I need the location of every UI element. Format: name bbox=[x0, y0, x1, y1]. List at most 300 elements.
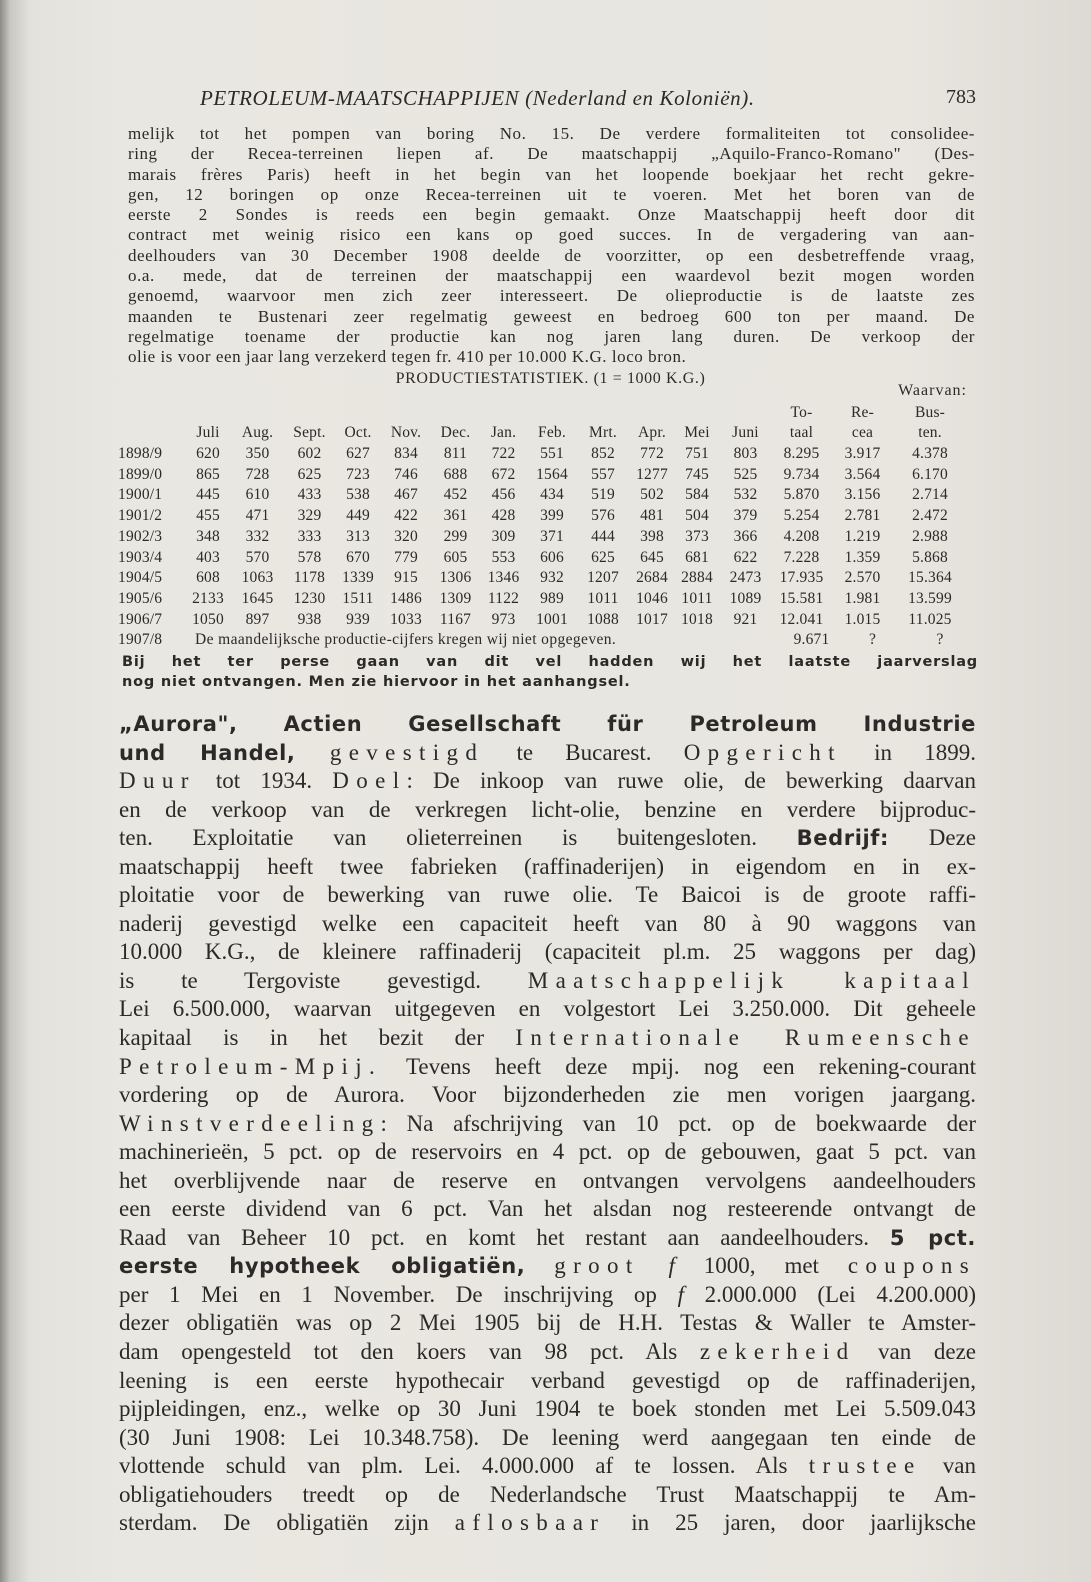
table-cell: 681 bbox=[685, 548, 709, 566]
text-line: maanden te Bustenari zeer regelmatig geweest en bedroeg 600 ton per maand. De bbox=[128, 306, 975, 326]
table-cell: 12.041 bbox=[779, 610, 824, 628]
text-segment: het overblijvende naar de reserve en ontvangen vervolgens aandeelhouders bbox=[119, 1167, 976, 1193]
table-cell: 852 bbox=[591, 445, 615, 463]
table-cell: Dec. bbox=[440, 424, 471, 442]
table-cell: ? bbox=[936, 631, 944, 649]
table-cell: 403 bbox=[196, 548, 220, 566]
table-cell bbox=[577, 403, 629, 424]
row-year: 1901/2 bbox=[118, 507, 163, 525]
text-line: marais frères Paris) heeft in het begin van het loopende boekjaar het recht gekre- bbox=[128, 164, 975, 184]
text-segment: 5 pct. bbox=[889, 1225, 976, 1250]
table-cell bbox=[231, 403, 284, 424]
text-segment: : De inkoop van ruwe olie, de bewerking daarvan bbox=[406, 768, 977, 794]
table-cell: 445 bbox=[196, 486, 220, 504]
row-year: 1900/1 bbox=[118, 486, 163, 504]
table-cell: 1645 bbox=[241, 589, 274, 607]
table-cell: 1.981 bbox=[844, 589, 881, 607]
table-cell: 525 bbox=[733, 465, 758, 483]
table-cell: 15.581 bbox=[779, 589, 824, 607]
table-spacer bbox=[118, 382, 976, 403]
text-line bbox=[119, 1367, 976, 1396]
table-row bbox=[118, 630, 976, 651]
text-segment: f bbox=[668, 1253, 675, 1279]
table-cell: 610 bbox=[245, 486, 270, 504]
table-cell: 2.570 bbox=[844, 569, 881, 587]
text-line bbox=[119, 1252, 976, 1281]
table-cell: 645 bbox=[640, 548, 664, 566]
text-segment: 10.000 K.G., de kleinere raffinaderij (capaciteit pl.m. 25 waggons per dag) bbox=[119, 939, 976, 965]
table-row bbox=[118, 527, 976, 548]
table-cell: 570 bbox=[245, 548, 270, 566]
table-cell: 670 bbox=[346, 548, 370, 566]
text-segment: 2.000.000 (Lei 4.200.000) bbox=[683, 1281, 976, 1307]
text-segment: in 1899. bbox=[841, 739, 976, 765]
text-line: regelmatige toename der productie kan nog jaren lang duren. De verkoop der bbox=[128, 326, 975, 346]
table-cell: Oct. bbox=[344, 424, 372, 442]
table-cell: 723 bbox=[346, 465, 370, 483]
table-cell: ? bbox=[868, 631, 877, 649]
table-cell: 606 bbox=[540, 548, 564, 566]
table-cell: cea bbox=[851, 424, 874, 442]
table-cell: 471 bbox=[245, 507, 270, 525]
table-cell: 4.378 bbox=[912, 445, 948, 463]
row-year: 1898/9 bbox=[118, 445, 163, 463]
table-cell: 361 bbox=[443, 507, 468, 525]
text-line bbox=[119, 767, 976, 796]
text-line bbox=[119, 853, 976, 882]
table-cell: 2.781 bbox=[844, 507, 881, 525]
table-cell: 3.156 bbox=[844, 486, 881, 504]
table-cell: 1011 bbox=[681, 589, 713, 607]
text-segment: Deze bbox=[889, 825, 976, 851]
text-line bbox=[119, 739, 976, 768]
table-cell: 1564 bbox=[536, 465, 568, 483]
text-segment: vordering op de Aurora. Voor bijzonderheden zie men vorigen jaargang. bbox=[119, 1082, 976, 1108]
text-segment: : Na afschrijving van 10 pct. op de boekwaarde der bbox=[380, 1110, 976, 1136]
table-cell: 3.917 bbox=[844, 445, 881, 463]
table-cell: 371 bbox=[540, 527, 564, 545]
text-line bbox=[119, 1424, 976, 1453]
table-cell: 551 bbox=[540, 445, 564, 463]
text-segment: en de verkoop van de verkregen licht-olie, benzine en verdere bijproduc- bbox=[119, 796, 976, 822]
table-cell: 1346 bbox=[487, 569, 520, 587]
table-cell: To- bbox=[790, 403, 813, 421]
table-cell: 728 bbox=[245, 465, 270, 483]
table-cell: 973 bbox=[491, 610, 516, 628]
table-cell: 745 bbox=[685, 465, 709, 483]
text-line: eerste 2 Sondes is reeds een begin gemaakt. Onze Maatschappij heeft door dit bbox=[128, 205, 975, 225]
table-cell: 672 bbox=[491, 465, 516, 483]
text-segment: van bbox=[921, 1453, 976, 1479]
table-header-row bbox=[118, 403, 976, 424]
table-cell: 309 bbox=[491, 527, 516, 545]
table-cell: 398 bbox=[640, 527, 664, 545]
note-line: Bij het ter perse gaan van dit vel hadden wij het laatste jaarverslag bbox=[122, 654, 978, 670]
text-segment: Lei 6.500.000, waarvan uitgegeven en volgestort Lei 3.250.000. Dit geheele bbox=[119, 996, 976, 1022]
table-cell: 4.208 bbox=[783, 527, 820, 545]
text-segment: eerste hypotheek obligatiën, bbox=[119, 1254, 526, 1279]
table-cell: 1033 bbox=[390, 610, 422, 628]
table-cell: 811 bbox=[443, 445, 468, 463]
table-cell: 625 bbox=[297, 465, 322, 483]
text-line: ring der Recea-terreinen liepen af. De maatschappij „Aquilo-Franco-Romano" (Des- bbox=[128, 144, 975, 164]
text-segment: van deze bbox=[855, 1339, 976, 1365]
spacer-cell bbox=[762, 630, 782, 651]
table-cell: 6.170 bbox=[912, 465, 948, 483]
text-segment: dezer obligatiën was op 2 Mei 1905 bij de H.H. Testas & Waller te Amster- bbox=[119, 1310, 976, 1336]
table-cell: 938 bbox=[297, 610, 322, 628]
text-line: gen, 12 boringen op onze Recea-terreinen uit te voeren. Met het boren van de bbox=[128, 184, 975, 204]
table-cell: 1046 bbox=[636, 589, 668, 607]
table-cell: 605 bbox=[443, 548, 468, 566]
text-segment: ploitatie voor de bewerking van ruwe olie. Te Baicoi is de groote raffi- bbox=[119, 882, 976, 908]
text-segment: obligatiehouders treedt op de Nederlandsche Trust Maatschappij te Am- bbox=[119, 1481, 976, 1507]
text-line bbox=[119, 1195, 976, 1224]
text-segment: Bedrijf: bbox=[796, 826, 890, 851]
text-line: o.a. mede, dat de terreinen der maatschappij een waardevol bezit mogen worden bbox=[128, 266, 975, 286]
table-waarvan-label: Waarvan: bbox=[898, 382, 967, 399]
text-segment: „Aurora", Actien Gesellschaft für Petroleum Industrie bbox=[119, 712, 976, 736]
text-segment: per 1 Mei en 1 November. De inschrijving op bbox=[119, 1281, 678, 1307]
intro-paragraph bbox=[128, 124, 975, 368]
table-cell: 772 bbox=[640, 445, 664, 463]
table-cell bbox=[335, 403, 381, 424]
table-cell: 620 bbox=[196, 445, 220, 463]
table-cell: 1.219 bbox=[844, 527, 881, 545]
table-cell bbox=[527, 403, 577, 424]
table-cell: 1230 bbox=[293, 589, 326, 607]
row-year bbox=[118, 403, 185, 424]
table-cell: 1167 bbox=[439, 610, 472, 628]
table-cell: 9.734 bbox=[783, 465, 820, 483]
table-cell: 688 bbox=[443, 465, 468, 483]
table-cell: 467 bbox=[394, 486, 418, 504]
text-segment: f bbox=[677, 1281, 684, 1307]
table-cell bbox=[381, 403, 431, 424]
text-segment: Doel bbox=[332, 768, 407, 794]
table-cell: 366 bbox=[733, 527, 758, 545]
text-segment: Petroleum-Mpij. bbox=[119, 1053, 383, 1079]
table-cell: 7.228 bbox=[783, 548, 820, 566]
table-cell: 602 bbox=[297, 445, 322, 463]
text-line bbox=[119, 1309, 976, 1338]
row-note: De maandelijksche productie-cijfers kregen wij niet opgegeven. bbox=[195, 631, 617, 649]
text-segment: tot 1934. bbox=[195, 768, 333, 794]
table-cell: 481 bbox=[640, 507, 664, 525]
production-table bbox=[118, 382, 976, 651]
table-cell: 5.254 bbox=[783, 507, 820, 525]
table-cell: Juni bbox=[732, 424, 759, 442]
table-cell: 608 bbox=[196, 569, 220, 587]
text-line bbox=[119, 1110, 976, 1139]
table-cell bbox=[480, 403, 527, 424]
text-segment: kapitaal is in het bezit der bbox=[119, 1025, 516, 1051]
table-cell: 625 bbox=[591, 548, 615, 566]
table-cell: 627 bbox=[346, 445, 370, 463]
table-cell: 320 bbox=[394, 527, 418, 545]
table-row bbox=[118, 589, 976, 610]
text-line bbox=[119, 938, 976, 967]
table-cell: 434 bbox=[540, 486, 564, 504]
text-segment bbox=[640, 1253, 669, 1278]
table-cell: 5.868 bbox=[912, 548, 948, 566]
table-cell: 422 bbox=[394, 507, 418, 525]
table-cell: 373 bbox=[685, 527, 709, 545]
table-cell: 299 bbox=[443, 527, 468, 545]
text-line bbox=[119, 967, 976, 996]
text-segment: Maatschappelijk kapitaal bbox=[527, 967, 976, 993]
table-cell: 1122 bbox=[487, 589, 520, 607]
row-year: 1903/4 bbox=[118, 548, 163, 566]
table-cell: 399 bbox=[540, 507, 564, 525]
text-line: deelhouders van 30 December 1908 deelde de voorzitter, op een desbetreffende vraag, bbox=[128, 245, 975, 265]
table-cell: 921 bbox=[733, 610, 758, 628]
row-year: 1902/3 bbox=[118, 527, 163, 545]
text-line bbox=[119, 824, 976, 853]
table-row bbox=[118, 610, 976, 631]
table-cell: 504 bbox=[685, 507, 709, 525]
text-segment: dam opengesteld tot den koers van 98 pct. Als bbox=[119, 1339, 700, 1365]
text-segment: Tevens heeft deze mpij. nog een rekening-courant bbox=[382, 1053, 976, 1079]
table-cell: 5.870 bbox=[783, 486, 820, 504]
table-cell: 332 bbox=[245, 527, 270, 545]
text-segment: een eerste dividend van 6 pct. Van het alsdan nog resteerende ontvangt de bbox=[119, 1196, 976, 1222]
table-cell: Re- bbox=[851, 403, 874, 421]
text-line bbox=[119, 1167, 976, 1196]
table-row bbox=[118, 465, 976, 486]
table-cell: 1207 bbox=[587, 569, 619, 587]
table-cell: 557 bbox=[591, 465, 615, 483]
text-segment: und Handel, bbox=[119, 740, 330, 765]
text-segment: vlottende schuld van plm. Lei. 4.000.000 af te lossen. Als bbox=[119, 1453, 809, 1479]
table-cell: 865 bbox=[196, 465, 220, 483]
table-cell: Feb. bbox=[538, 424, 566, 442]
text-segment: leening is een eerste hypothecair verband gevestigd op de raffinaderijen, bbox=[119, 1367, 976, 1393]
table-cell: 779 bbox=[394, 548, 418, 566]
table-cell: 452 bbox=[443, 486, 468, 504]
table-cell bbox=[629, 403, 675, 424]
text-segment: Internationale Rumeensche bbox=[515, 1025, 976, 1051]
table-row bbox=[118, 506, 976, 527]
table-cell: 11.025 bbox=[908, 610, 952, 628]
text-line bbox=[119, 1452, 976, 1481]
text-line bbox=[119, 796, 976, 825]
table-cell: 433 bbox=[297, 486, 322, 504]
table-cell: 449 bbox=[346, 507, 370, 525]
table-cell: 2.472 bbox=[912, 507, 948, 525]
table-cell: 2.988 bbox=[912, 527, 948, 545]
text-line: melijk tot het pompen van boring No. 15. De verdere formaliteiten tot consolidee- bbox=[128, 124, 975, 143]
row-year: 1906/7 bbox=[118, 610, 163, 628]
table-cell: 444 bbox=[591, 527, 615, 545]
text-line: olie is voor een jaar lang verzekerd tegen fr. 410 per 10.000 K.G. loco bron. bbox=[128, 347, 687, 367]
table-cell: 2884 bbox=[681, 569, 713, 587]
table-cell: 379 bbox=[733, 507, 758, 525]
table-cell: 1001 bbox=[536, 610, 568, 628]
text-line bbox=[119, 1138, 976, 1167]
table-cell: 9.671 bbox=[793, 631, 830, 649]
table-cell: 8.295 bbox=[783, 445, 820, 463]
table-cell: 1.015 bbox=[844, 610, 881, 628]
text-segment: machinerieën, 5 pct. op de reservoirs en 4 pct. op de gebouwen, gaat 5 pct. van bbox=[119, 1139, 976, 1165]
text-segment: (30 Juni 1908: Lei 10.348.758). De leening werd aangegaan ten einde de bbox=[119, 1424, 976, 1450]
text-line bbox=[119, 1224, 976, 1253]
table-cell: 3.564 bbox=[844, 465, 881, 483]
text-segment: maatschappij heeft twee fabrieken (raffinaderijen) in eigendom en in ex- bbox=[119, 853, 976, 879]
text-line bbox=[119, 1481, 976, 1510]
text-segment: in 25 jaren, door jaarlijksche bbox=[605, 1510, 976, 1536]
text-segment: gevestigd bbox=[329, 739, 485, 765]
text-segment: zekerheid bbox=[699, 1339, 856, 1365]
table-header-row bbox=[118, 423, 976, 444]
row-year: 1899/0 bbox=[118, 465, 163, 483]
table-cell: 1088 bbox=[587, 610, 619, 628]
text-segment bbox=[525, 1253, 554, 1278]
table-cell: 17.935 bbox=[779, 569, 824, 587]
table-cell: 1178 bbox=[293, 569, 326, 587]
table-cell: 1089 bbox=[729, 589, 762, 607]
table-cell: 1486 bbox=[390, 589, 422, 607]
running-title: PETROLEUM-MAATSCHAPPIJEN (Nederland en Koloniën). bbox=[200, 86, 755, 110]
table-cell: 13.599 bbox=[908, 589, 952, 607]
table-cell: 803 bbox=[733, 445, 758, 463]
row-year bbox=[118, 423, 185, 444]
table-cell: 1.359 bbox=[844, 548, 881, 566]
table-cell: 333 bbox=[297, 527, 322, 545]
table-cell: 834 bbox=[394, 445, 418, 463]
table-cell: Juli bbox=[196, 424, 220, 442]
text-line bbox=[119, 1053, 976, 1082]
page-number: 783 bbox=[946, 86, 976, 108]
row-year: 1907/8 bbox=[118, 631, 163, 649]
row-year: 1904/5 bbox=[118, 569, 163, 587]
text-segment: Winstverdeeling bbox=[119, 1110, 381, 1136]
table-cell: 329 bbox=[297, 507, 322, 525]
text-line bbox=[119, 1281, 976, 1310]
table-cell: 456 bbox=[491, 486, 516, 504]
press-note bbox=[122, 652, 978, 692]
table-cell: 1018 bbox=[681, 610, 713, 628]
table-cell: 1511 bbox=[342, 589, 374, 607]
text-segment: Duur bbox=[119, 768, 196, 794]
text-line bbox=[119, 910, 976, 939]
table-cell: taal bbox=[789, 424, 814, 442]
table-cell: 722 bbox=[491, 445, 516, 463]
table-cell: 897 bbox=[245, 610, 270, 628]
table-cell bbox=[675, 403, 719, 424]
table-title: PRODUCTIESTATISTIEK. (1 = 1000 K.G.) bbox=[395, 370, 706, 387]
text-segment: Raad van Beheer 10 pct. en komt het restant aan aandeelhouders. bbox=[119, 1224, 890, 1250]
table-cell: 1309 bbox=[439, 589, 472, 607]
table-cell bbox=[284, 403, 335, 424]
table-cell: 428 bbox=[491, 507, 516, 525]
table-row bbox=[118, 485, 976, 506]
table-cell: ten. bbox=[918, 424, 942, 442]
text-segment: aflosbaar bbox=[454, 1510, 606, 1536]
table-cell: 502 bbox=[640, 486, 664, 504]
table-row bbox=[118, 548, 976, 569]
table-cell: Bus- bbox=[914, 403, 946, 421]
table-cell: 15.364 bbox=[908, 569, 952, 587]
table-cell: 348 bbox=[196, 527, 220, 545]
table-cell: 2.714 bbox=[912, 486, 948, 504]
text-line bbox=[119, 995, 976, 1024]
text-line bbox=[119, 1509, 976, 1538]
table-cell: 939 bbox=[346, 610, 370, 628]
table-cell: Apr. bbox=[638, 424, 666, 442]
text-line: genoemd, waarvoor men zich zeer interesseert. De olieproductie is de laatste zes bbox=[128, 286, 975, 306]
text-segment: trustee bbox=[808, 1453, 922, 1479]
aurora-entry bbox=[119, 710, 976, 1538]
table-cell: 622 bbox=[733, 548, 758, 566]
text-segment: ten. Exploitatie van olieterreinen is buitengesloten. bbox=[119, 825, 797, 851]
text-segment: groot bbox=[554, 1253, 640, 1279]
table-cell: 313 bbox=[346, 527, 370, 545]
text-segment: Opgericht bbox=[683, 739, 842, 765]
table-cell: 746 bbox=[394, 465, 418, 483]
text-segment: te Bucarest. bbox=[484, 739, 684, 765]
table-cell: Aug. bbox=[241, 424, 274, 442]
table-cell: 578 bbox=[297, 548, 322, 566]
note-line: nog niet ontvangen. Men zie hiervoor in het aanhangsel. bbox=[122, 674, 631, 690]
table-cell: 584 bbox=[685, 486, 709, 504]
table-cell: 2473 bbox=[729, 569, 762, 587]
table-cell: 538 bbox=[346, 486, 370, 504]
text-segment: pijpleidingen, enz., welke op 30 Juni 1904 te boek stonden met Lei 5.509.043 bbox=[119, 1396, 976, 1422]
table-cell: 1017 bbox=[636, 610, 668, 628]
table-cell: 1277 bbox=[636, 465, 668, 483]
running-header bbox=[200, 86, 976, 114]
table-cell: 932 bbox=[540, 569, 564, 587]
text-segment: naderij gevestigd welke een capaciteit heeft van 80 à 90 waggons van bbox=[119, 910, 976, 936]
text-segment: 1000, met bbox=[674, 1253, 848, 1279]
text-segment: coupons bbox=[847, 1253, 977, 1279]
table-cell: 2684 bbox=[636, 569, 668, 587]
table-cell bbox=[185, 403, 231, 424]
table-cell: 532 bbox=[733, 486, 758, 504]
table-cell: 350 bbox=[245, 445, 270, 463]
text-line bbox=[119, 1024, 976, 1053]
table-cell: 989 bbox=[540, 589, 564, 607]
table-cell: 1306 bbox=[439, 569, 472, 587]
table-cell bbox=[431, 403, 480, 424]
table-row bbox=[118, 444, 976, 465]
table-cell: 519 bbox=[591, 486, 615, 504]
table-row bbox=[118, 568, 976, 589]
table-cell: Mei bbox=[684, 424, 710, 442]
text-line bbox=[119, 1338, 976, 1367]
text-line bbox=[119, 1395, 976, 1424]
table-cell: 1050 bbox=[192, 610, 224, 628]
table-cell: 1063 bbox=[241, 569, 274, 587]
table-cell: 751 bbox=[685, 445, 709, 463]
table-cell: 576 bbox=[591, 507, 615, 525]
text-segment: sterdam. De obligatiën zijn bbox=[119, 1510, 455, 1536]
text-line: contract met weinig risico een kans op goed succes. In de vergadering van aan- bbox=[128, 225, 975, 245]
text-line bbox=[119, 710, 976, 739]
table-cell: 1011 bbox=[587, 589, 619, 607]
table-cell bbox=[719, 403, 772, 424]
table-cell: Mrt. bbox=[589, 424, 617, 442]
table-cell: Nov. bbox=[390, 424, 422, 442]
table-cell: 1339 bbox=[342, 569, 374, 587]
table-cell: 2133 bbox=[192, 589, 224, 607]
table-cell: Jan. bbox=[490, 424, 517, 442]
text-segment: is te Tergoviste gevestigd. bbox=[119, 967, 528, 993]
table-cell: Sept. bbox=[293, 424, 326, 442]
text-line bbox=[119, 881, 976, 910]
text-line bbox=[119, 1081, 976, 1110]
